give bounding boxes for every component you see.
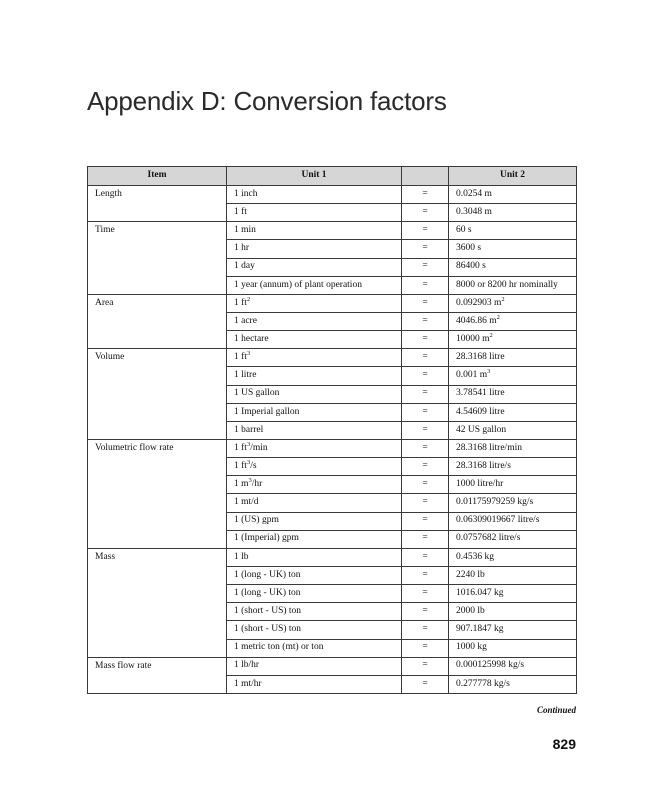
unit-1-cell	[227, 458, 402, 476]
unit-2-cell	[449, 240, 577, 258]
unit-2-exponent: 2	[489, 331, 493, 339]
table-row	[88, 530, 577, 548]
unit-2-value: 3.78541 litre	[456, 388, 505, 399]
table-row	[88, 657, 577, 675]
unit-2-value: 0.01175979259 kg/s	[456, 497, 534, 508]
unit-2-cell	[449, 439, 577, 457]
unit-2-value: 1016.047 kg	[456, 587, 504, 598]
equals-cell: =	[402, 331, 449, 349]
unit-1-cell	[227, 331, 402, 349]
item-cell: Volumetric flow rate	[88, 439, 227, 457]
unit-1-cell	[227, 204, 402, 222]
table-row	[88, 312, 577, 330]
item-cell	[88, 494, 227, 512]
unit-1-exponent: 3	[246, 458, 251, 466]
unit-1-value: 1 m	[234, 479, 249, 490]
unit-2-cell	[449, 585, 577, 603]
continued-note: Continued	[536, 705, 576, 715]
equals-cell: =	[402, 675, 449, 693]
item-cell	[88, 621, 227, 639]
unit-2-value: 0.4536 kg	[456, 551, 494, 562]
equals-cell: =	[402, 222, 449, 240]
table-row	[88, 603, 577, 621]
item-cell: Mass flow rate	[88, 657, 227, 675]
item-cell	[88, 585, 227, 603]
item-cell	[88, 639, 227, 657]
unit-2-cell	[449, 657, 577, 675]
table-row	[88, 385, 577, 403]
unit-1-exponent: 3	[246, 350, 251, 358]
table-row	[88, 276, 577, 294]
unit-2-value: 2240 lb	[456, 569, 485, 580]
unit-1-exponent: 3	[246, 440, 251, 448]
unit-2-cell	[449, 204, 577, 222]
unit-1-suffix: /min	[250, 442, 268, 453]
item-cell	[88, 603, 227, 621]
equals-cell: =	[402, 385, 449, 403]
equals-cell: =	[402, 240, 449, 258]
table-row	[88, 621, 577, 639]
equals-cell: =	[402, 186, 449, 204]
unit-1-cell	[227, 240, 402, 258]
unit-1-cell	[227, 186, 402, 204]
unit-2-cell	[449, 349, 577, 367]
unit-1-cell	[227, 476, 402, 494]
unit-1-cell	[227, 548, 402, 566]
unit-2-value: 4046.86 m	[456, 315, 497, 326]
unit-2-value: 0.0254 m	[456, 188, 492, 199]
equals-cell: =	[402, 566, 449, 584]
unit-1-value: 1 (short - US) ton	[234, 606, 302, 617]
unit-1-cell	[227, 258, 402, 276]
item-cell	[88, 512, 227, 530]
unit-1-value: 1 lb	[234, 551, 249, 562]
equals-cell: =	[402, 421, 449, 439]
item-cell	[88, 403, 227, 421]
item-cell: Time	[88, 222, 227, 240]
unit-2-value: 28.3168 litre/min	[456, 442, 522, 453]
page-number: 829	[552, 736, 576, 752]
item-cell	[88, 276, 227, 294]
table-row	[88, 439, 577, 457]
unit-1-cell	[227, 421, 402, 439]
unit-2-value: 8000 or 8200 hr nominally	[456, 279, 558, 290]
unit-1-value: 1 day	[234, 261, 255, 272]
equals-cell: =	[402, 494, 449, 512]
unit-1-value: 1 acre	[234, 315, 257, 326]
unit-2-cell	[449, 421, 577, 439]
unit-2-value: 42 US gallon	[456, 424, 507, 435]
unit-2-cell	[449, 276, 577, 294]
unit-2-value: 4.54609 litre	[456, 406, 505, 417]
unit-2-value: 0.0757682 litre/s	[456, 533, 521, 544]
equals-cell: =	[402, 548, 449, 566]
unit-1-value: 1 ft	[234, 297, 247, 308]
table-row	[88, 476, 577, 494]
item-cell: Length	[88, 186, 227, 204]
unit-1-value: 1 inch	[234, 188, 258, 199]
unit-1-cell	[227, 639, 402, 657]
unit-1-cell	[227, 349, 402, 367]
unit-2-value: 1000 litre/hr	[456, 479, 504, 490]
item-cell	[88, 385, 227, 403]
equals-cell: =	[402, 621, 449, 639]
unit-2-value: 28.3168 litre/s	[456, 460, 511, 471]
header-item: Item	[88, 167, 227, 186]
unit-1-value: 1 (US) gpm	[234, 515, 279, 526]
unit-1-cell	[227, 367, 402, 385]
table-row	[88, 512, 577, 530]
equals-cell: =	[402, 585, 449, 603]
unit-2-value: 907.1847 kg	[456, 624, 504, 635]
item-cell	[88, 458, 227, 476]
unit-1-cell	[227, 603, 402, 621]
unit-1-value: 1 year (annum) of plant operation	[234, 279, 362, 290]
unit-1-cell	[227, 585, 402, 603]
unit-1-value: 1 ft	[234, 460, 247, 471]
unit-1-cell	[227, 657, 402, 675]
item-cell	[88, 240, 227, 258]
unit-2-cell	[449, 512, 577, 530]
unit-2-cell	[449, 566, 577, 584]
unit-1-value: 1 ft	[234, 442, 247, 453]
unit-1-value: 1 metric ton (mt) or ton	[234, 642, 324, 653]
item-cell: Volume	[88, 349, 227, 367]
equals-cell: =	[402, 439, 449, 457]
unit-2-cell	[449, 675, 577, 693]
unit-1-cell	[227, 222, 402, 240]
table-row	[88, 258, 577, 276]
unit-1-value: 1 ft	[234, 206, 247, 217]
unit-2-cell	[449, 186, 577, 204]
unit-2-cell	[449, 294, 577, 312]
item-cell	[88, 530, 227, 548]
item-cell	[88, 367, 227, 385]
table-row	[88, 585, 577, 603]
equals-cell: =	[402, 294, 449, 312]
page-title: Appendix D: Conversion factors	[87, 86, 447, 116]
table-row	[88, 548, 577, 566]
unit-2-value: 0.001 m	[456, 370, 488, 381]
unit-1-cell	[227, 385, 402, 403]
unit-1-suffix: /s	[250, 460, 257, 471]
equals-cell: =	[402, 312, 449, 330]
unit-1-value: 1 (short - US) ton	[234, 624, 302, 635]
equals-cell: =	[402, 639, 449, 657]
unit-1-value: 1 (long - UK) ton	[234, 587, 301, 598]
unit-2-cell	[449, 621, 577, 639]
unit-1-value: 1 (Imperial) gpm	[234, 533, 299, 544]
unit-1-cell	[227, 276, 402, 294]
table-row	[88, 403, 577, 421]
unit-2-value: 0.000125998 kg/s	[456, 660, 525, 671]
unit-1-cell	[227, 621, 402, 639]
table-row	[88, 639, 577, 657]
unit-1-value: 1 hr	[234, 243, 250, 254]
unit-2-cell	[449, 385, 577, 403]
item-cell	[88, 566, 227, 584]
table-row	[88, 566, 577, 584]
item-cell	[88, 258, 227, 276]
unit-1-cell	[227, 494, 402, 512]
table-body	[88, 186, 577, 694]
table-row	[88, 222, 577, 240]
table-row	[88, 367, 577, 385]
item-cell	[88, 204, 227, 222]
unit-2-value: 60 s	[456, 225, 472, 236]
header-unit-2: Unit 2	[449, 167, 577, 186]
item-cell	[88, 312, 227, 330]
table-row	[88, 186, 577, 204]
unit-1-value: 1 mt/d	[234, 497, 259, 508]
equals-cell: =	[402, 603, 449, 621]
unit-2-cell	[449, 222, 577, 240]
unit-1-cell	[227, 439, 402, 457]
equals-cell: =	[402, 349, 449, 367]
unit-2-exponent: 2	[496, 313, 500, 321]
equals-cell: =	[402, 657, 449, 675]
unit-1-value: 1 (long - UK) ton	[234, 569, 301, 580]
unit-2-cell	[449, 603, 577, 621]
unit-2-value: 2000 lb	[456, 606, 485, 617]
unit-2-cell	[449, 312, 577, 330]
equals-cell: =	[402, 512, 449, 530]
unit-2-cell	[449, 367, 577, 385]
table-row	[88, 675, 577, 693]
unit-1-cell	[227, 312, 402, 330]
unit-1-cell	[227, 512, 402, 530]
item-cell	[88, 675, 227, 693]
unit-1-suffix: /hr	[251, 479, 263, 490]
table-row	[88, 204, 577, 222]
unit-1-value: 1 lb/hr	[234, 660, 260, 671]
equals-cell: =	[402, 204, 449, 222]
header-unit-1: Unit 1	[227, 167, 402, 186]
equals-cell: =	[402, 276, 449, 294]
unit-2-value: 0.092903 m	[456, 297, 502, 308]
unit-2-cell	[449, 548, 577, 566]
unit-2-cell	[449, 458, 577, 476]
table-row	[88, 331, 577, 349]
unit-2-cell	[449, 530, 577, 548]
unit-1-value: 1 mt/hr	[234, 678, 262, 689]
equals-cell: =	[402, 258, 449, 276]
table-row	[88, 458, 577, 476]
equals-cell: =	[402, 403, 449, 421]
unit-1-cell	[227, 530, 402, 548]
unit-2-value: 0.06309019667 litre/s	[456, 515, 540, 526]
item-cell	[88, 421, 227, 439]
unit-2-cell	[449, 331, 577, 349]
unit-1-value: 1 ft	[234, 352, 247, 363]
table-header-row	[88, 167, 577, 186]
unit-1-cell	[227, 566, 402, 584]
unit-2-value: 10000 m	[456, 333, 490, 344]
equals-cell: =	[402, 476, 449, 494]
unit-1-value: 1 US gallon	[234, 388, 280, 399]
unit-2-value: 28.3168 litre	[456, 352, 505, 363]
equals-cell: =	[402, 530, 449, 548]
unit-2-value: 1000 kg	[456, 642, 487, 653]
unit-1-value: 1 min	[234, 225, 256, 236]
unit-2-exponent: 3	[487, 368, 491, 376]
unit-1-exponent: 2	[246, 295, 251, 303]
unit-2-value: 0.3048 m	[456, 206, 492, 217]
table-row	[88, 294, 577, 312]
equals-cell: =	[402, 458, 449, 476]
item-cell: Area	[88, 294, 227, 312]
unit-1-cell	[227, 294, 402, 312]
unit-2-cell	[449, 258, 577, 276]
unit-2-value: 0.277778 kg/s	[456, 678, 510, 689]
unit-2-cell	[449, 639, 577, 657]
item-cell: Mass	[88, 548, 227, 566]
unit-2-value: 86400 s	[456, 261, 486, 272]
header-equals	[402, 167, 449, 186]
unit-2-cell	[449, 494, 577, 512]
equals-cell: =	[402, 367, 449, 385]
unit-1-cell	[227, 403, 402, 421]
unit-1-value: 1 litre	[234, 370, 257, 381]
unit-1-cell	[227, 675, 402, 693]
item-cell	[88, 476, 227, 494]
unit-1-value: 1 Imperial gallon	[234, 406, 300, 417]
unit-1-value: 1 barrel	[234, 424, 264, 435]
unit-2-cell	[449, 403, 577, 421]
conversion-table	[87, 166, 577, 694]
unit-2-value: 3600 s	[456, 243, 482, 254]
unit-2-cell	[449, 476, 577, 494]
table-row	[88, 349, 577, 367]
unit-2-exponent: 2	[501, 295, 505, 303]
unit-1-value: 1 hectare	[234, 333, 269, 344]
item-cell	[88, 331, 227, 349]
unit-1-exponent: 3	[248, 477, 252, 485]
table-row	[88, 421, 577, 439]
table-row	[88, 494, 577, 512]
table-row	[88, 240, 577, 258]
